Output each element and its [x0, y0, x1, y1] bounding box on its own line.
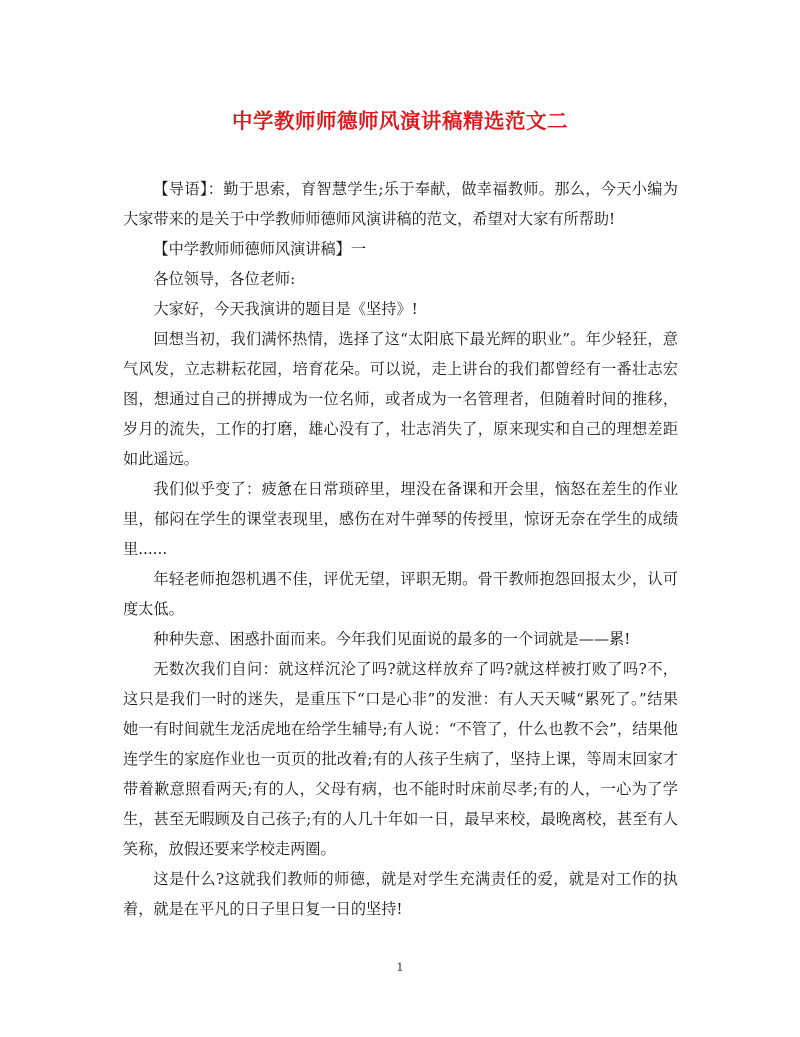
body-paragraph: 这是什么?这就我们教师的师德，就是对学生充满责任的爱，就是对工作的执着，就是在平凡的日子里日复一日的坚持! [123, 870, 678, 918]
body-paragraph: 回想当初，我们满怀热情，选择了这“太阳底下最光辉的职业”。年少轻狂，意气风发，立志耕耘花园，培育花朵。可以说，走上讲台的我们都曾经有一番壮志宏图，想通过自己的拼搏成为一位名师，或者成为一名管理者，但随着时间的推移，岁月的流失，工作的打磨，雄心没有了，壮志消失了，原来现实和自己的理想差距如此遥远。 [123, 330, 678, 468]
section-heading: 【中学教师师德师风演讲稿】一 [153, 240, 367, 258]
intro-paragraph: 【导语】：勤于思索，育智慧学生;乐于奉献，做幸福教师。那么，今天小编为大家带来的是关于中学教师师德师风演讲稿的范文，希望对大家有所帮助! [123, 180, 678, 228]
body-paragraph: 年轻老师抱怨机遇不佳，评优无望，评职无期。骨干教师抱怨回报太少，认可度太低。 [123, 570, 678, 618]
document-body [123, 174, 678, 924]
greeting-paragraph: 大家好，今天我演讲的题目是《坚持》! [153, 300, 418, 318]
body-paragraph: 无数次我们自问：就这样沉沦了吗?就这样放弃了吗?就这样被打败了吗?不，这只是我们一时的迷失，是重压下“口是心非”的发泄：有人天天喊“累死了。”结果她一有时间就生龙活虎地在给学生辅导;有人说：“不管了，什么也教不会”，结果他连学生的家庭作业也一页页的批改着;有的人孩子生病了，坚持上课，等周末回家才带着歉意照看两天;有的人，父母有病，也不能时时床前尽孝;有的人，一心为了学生，甚至无暇顾及自己孩子;有的人几十年如一日，最早来校，最晚离校，甚至有人笑称，放假还要来学校走两圈。 [123, 660, 678, 858]
body-paragraph: 我们似乎变了：疲惫在日常琐碎里，埋没在备课和开会里，恼怒在差生的作业里，郁闷在学生的课堂表现里，感伤在对牛弹琴的传授里，惊讶无奈在学生的成绩里...... [123, 480, 678, 558]
document-title: 中学教师师德师风演讲稿精选范文二 [232, 109, 568, 133]
salutation: 各位领导，各位老师: [153, 270, 296, 288]
body-paragraph: 种种失意、困惑扑面而来。今年我们见面说的最多的一个词就是——累! [153, 630, 631, 648]
page-number: 1 [396, 961, 404, 974]
